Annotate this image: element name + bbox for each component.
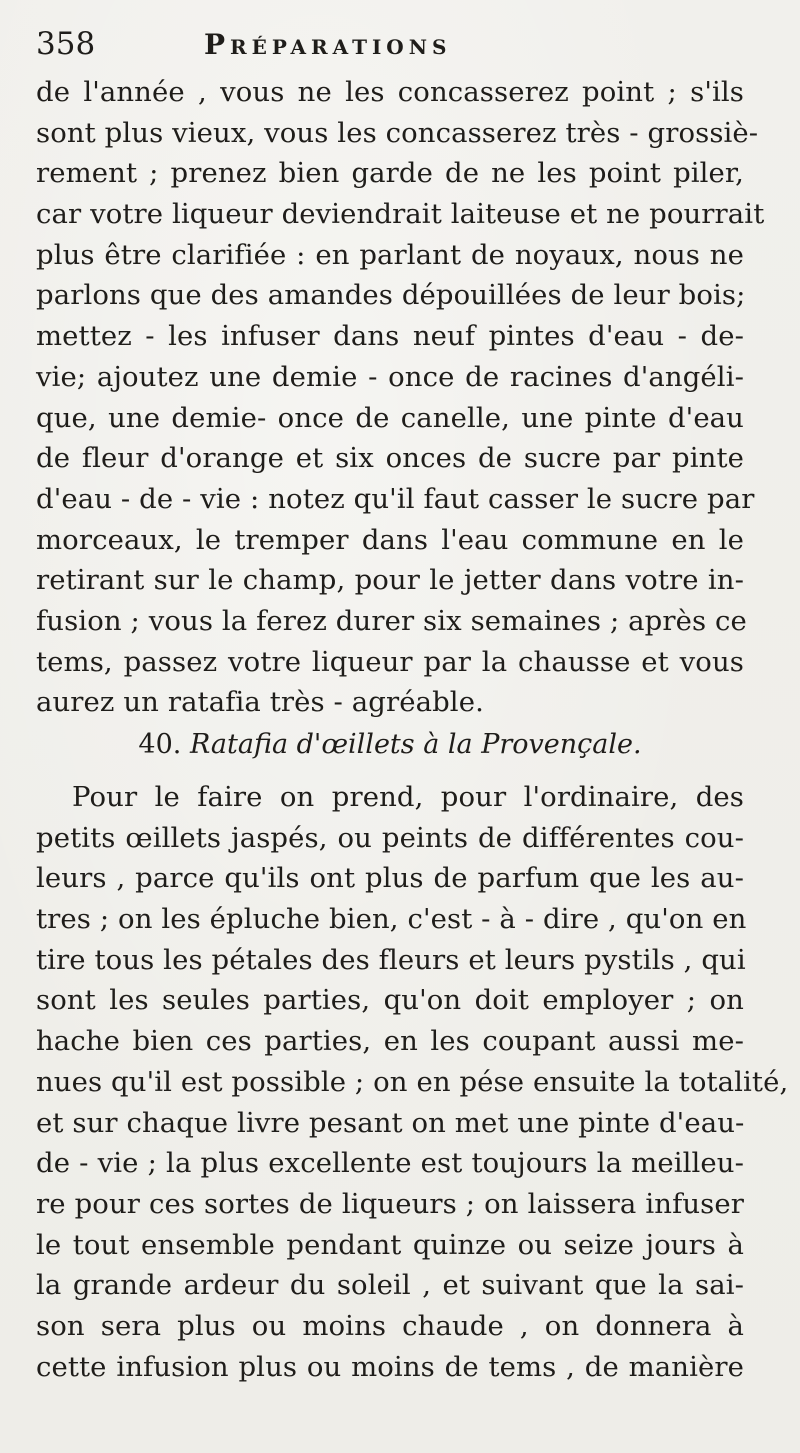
text-line: le tout ensemble pendant quinze ou seize jours à <box>36 1228 744 1261</box>
text-line: Pour le faire on prend, pour l'ordinaire, des <box>72 781 744 813</box>
section-heading <box>36 725 744 765</box>
section-number: 40. <box>138 729 182 760</box>
text-line: tres ; on les épluche bien, c'est - à - dire , qu'on en <box>36 903 747 936</box>
page-header <box>36 22 764 66</box>
text-line: cette infusion plus ou moins de tems , de manière <box>36 1350 744 1383</box>
text-line: aurez un ratafia très - agréable. <box>36 686 484 719</box>
text-line: de l'année , vous ne les concasserez point ; s'ils <box>36 76 744 108</box>
text-line: mettez - les infuser dans neuf pintes d'eau - de- <box>36 320 744 353</box>
text-line: de - vie ; la plus excellente est toujours la meilleu- <box>36 1147 744 1180</box>
text-line: sont les seules parties, qu'on doit employer ; on <box>36 984 744 1017</box>
text-line: tire tous les pétales des fleurs et leurs pystils , qui <box>36 943 746 976</box>
text-line: parlons que des amandes dépouillées de leur bois; <box>36 279 746 312</box>
text-line: petits œillets jaspés, ou peints de différentes cou- <box>36 821 744 854</box>
page-number: 358 <box>36 26 96 62</box>
text-line: retirant sur le champ, pour le jetter dans votre in- <box>36 564 744 597</box>
section-title: Ratafia d'œillets à la Provençale. <box>189 729 642 760</box>
text-line: de fleur d'orange et six onces de sucre par pinte <box>36 442 744 475</box>
text-line: nues qu'il est possible ; on en pése ensuite la totalité, <box>36 1065 789 1098</box>
text-line: fusion ; vous la ferez durer six semaines ; après ce <box>36 604 747 637</box>
text-line: rement ; prenez bien garde de ne les point piler, <box>36 157 744 190</box>
text-line: plus être clarifiée : en parlant de noyaux, nous ne <box>36 238 744 271</box>
text-line: morceaux, le tremper dans l'eau commune en le <box>36 523 744 556</box>
text-line: car votre liqueur deviendrait laiteuse et ne pourrait <box>36 198 765 231</box>
text-line: la grande ardeur du soleil , et suivant que la sai- <box>36 1269 744 1302</box>
text-line: sont plus vieux, vous les concasserez très - grossiè- <box>36 116 759 149</box>
text-line: et sur chaque livre pesant on met une pinte d'eau- <box>36 1106 745 1139</box>
text-line: tems, passez votre liqueur par la chausse et vous <box>36 645 744 678</box>
paragraph-continued <box>36 72 765 723</box>
text-line: d'eau - de - vie : notez qu'il faut casser le sucre par <box>36 482 755 515</box>
running-title: Préparations <box>204 28 452 61</box>
text-line: vie; ajoutez une demie - once de racines d'angéli- <box>36 360 744 393</box>
text-line: son sera plus ou moins chaude , on donnera à <box>36 1309 744 1342</box>
text-line: que, une demie- once de canelle, une pinte d'eau <box>36 401 744 434</box>
text-line: re pour ces sortes de liqueurs ; on laissera infuser <box>36 1187 744 1220</box>
paragraph-ratafia-oeillets <box>36 777 789 1387</box>
text-line: hache bien ces parties, en les coupant aussi me- <box>36 1025 744 1058</box>
text-line: leurs , parce qu'ils ont plus de parfum que les au- <box>36 862 744 895</box>
